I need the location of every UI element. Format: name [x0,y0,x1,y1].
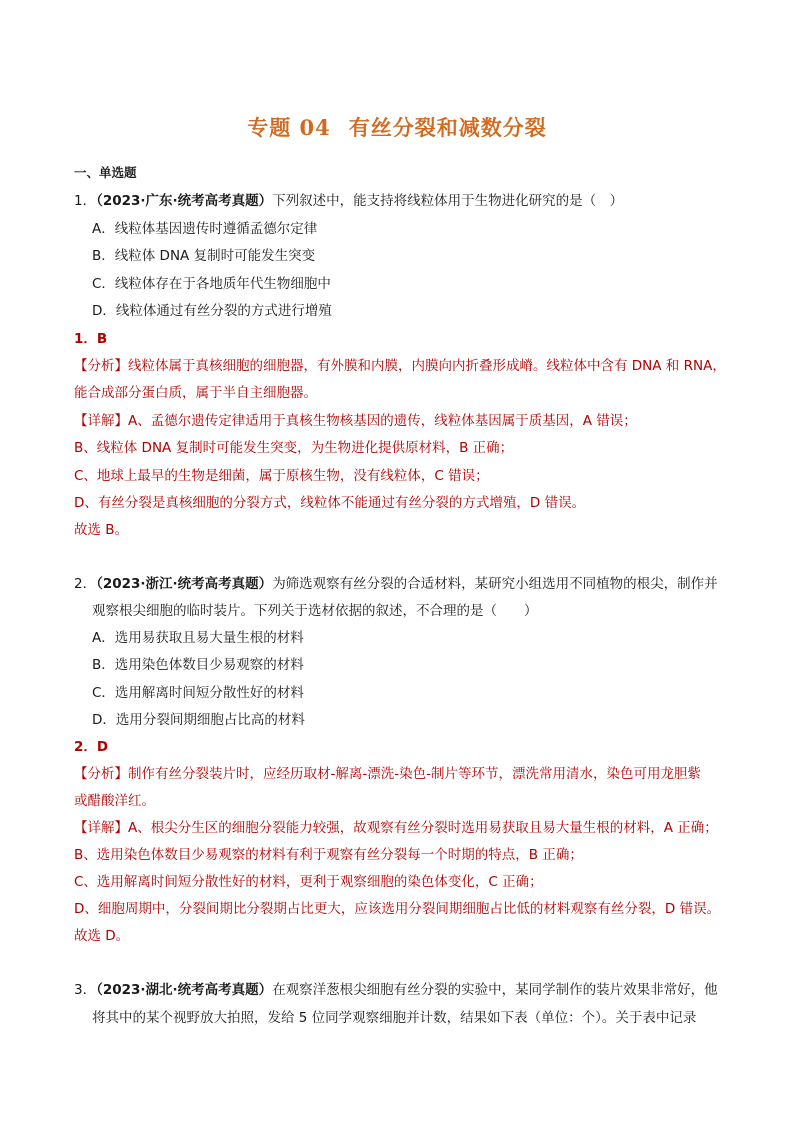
title-part2: 有丝分裂和减数分裂 [348,115,547,140]
q3-number: 3． [74,982,97,998]
q3-source: （2023·湖北·统考高考真题） [96,982,273,998]
q2-option-d: D．选用分裂间期细胞占比高的材料 [92,712,305,728]
q1-detail-c: C、地球上最早的生物是细菌，属于原核生物，没有线粒体，C 错误； [74,468,489,484]
q3-stem [74,980,718,1000]
q2-answer: 2．D [74,739,109,755]
q2-detail-d: D、细胞周期中，分裂间期比分裂期占比更大，应该选用分裂间期细胞占比低的材料观察有丝分裂，D 错误。 [74,901,721,917]
q2-detail-b: B、选用染色体数目少易观察的材料有利于观察有丝分裂每一个时期的特点，B 正确； [74,847,583,863]
q2-stem [74,574,718,594]
q2-option-a: A．选用易获取且易大量生根的材料 [92,630,304,646]
page-title [0,112,794,142]
q2-stem-cont: 观察根尖细胞的临时装片。下列关于选材依据的叙述，不合理的是（ ） [92,603,538,619]
q2-number: 2． [74,576,97,592]
q2-text: 为筛选观察有丝分裂的合适材料，某研究小组选用不同植物的根尖，制作并 [272,576,718,592]
q1-option-b: B．线粒体 DNA 复制时可能发生突变 [92,248,316,264]
q1-analysis-cont: 能合成部分蛋白质，属于半自主细胞器。 [74,385,317,401]
q2-option-c: C．选用解离时间短分散性好的材料 [92,685,304,701]
q2-conclusion: 故选 D。 [74,928,130,944]
q1-source: （2023·广东·统考高考真题） [96,193,273,209]
q1-analysis [74,356,726,376]
q1-detail-d: D、有丝分裂是真核细胞的分裂方式，线粒体不能通过有丝分裂的方式增殖，D 错误。 [74,495,586,511]
title-part1: 专题 04 [247,115,331,140]
q3-text: 在观察洋葱根尖细胞有丝分裂的实验中，某同学制作的装片效果非常好，他 [272,982,718,998]
q1-option-d: D．线粒体通过有丝分裂的方式进行增殖 [92,303,332,319]
q2-detail-tag: 【详解】 [74,820,128,836]
q1-conclusion: 故选 B。 [74,522,129,538]
q2-analysis-text: 制作有丝分裂装片时，应经历取材-解离-漂洗-染色-制片等环节，漂洗常用清水，染色可用龙胆紫 [128,766,701,782]
q2-analysis-tag: 【分析】 [74,766,128,782]
section-heading: 一、单选题 [74,165,137,180]
q2-analysis-cont: 或醋酸洋红。 [74,793,155,809]
q1-option-a: A．线粒体基因遗传时遵循孟德尔定律 [92,221,318,237]
q1-analysis-text: 线粒体属于真核细胞的细胞器，有外膜和内膜，内膜向内折叠形成嵴。线粒体中含有 DNA 和 RNA， [128,358,726,374]
q2-detail-a: A、根尖分生区的细胞分裂能力较强，故观察有丝分裂时选用易获取且易大量生根的材料，A 正确； [128,820,718,836]
q2-source: （2023·浙江·统考高考真题） [96,576,273,592]
q1-detail-b: B、线粒体 DNA 复制时可能发生突变，为生物进化提供原材料，B 正确； [74,440,514,456]
q1-answer: 1．B [74,331,108,347]
q1-detail-a: A、孟德尔遗传定律适用于真核生物核基因的遗传，线粒体基因属于质基因，A 错误； [128,413,637,429]
q3-stem-cont: 将其中的某个视野放大拍照，发给 5 位同学观察细胞并计数，结果如下表（单位：个）。关于表中记录 [92,1010,697,1026]
q1-detail [74,411,637,431]
q1-text: 下列叙述中，能支持将线粒体用于生物进化研究的是（ ） [272,193,624,209]
q1-analysis-tag: 【分析】 [74,358,128,374]
q1-detail-tag: 【详解】 [74,413,128,429]
q2-detail-c: C、选用解离时间短分散性好的材料，更利于观察细胞的染色体变化，C 正确； [74,874,543,890]
q2-option-b: B．选用染色体数目少易观察的材料 [92,657,304,673]
q2-analysis [74,764,701,784]
q1-stem [74,191,623,211]
q1-number: 1． [74,193,97,209]
q2-detail [74,818,718,838]
q1-option-c: C．线粒体存在于各地质年代生物细胞中 [92,276,331,292]
